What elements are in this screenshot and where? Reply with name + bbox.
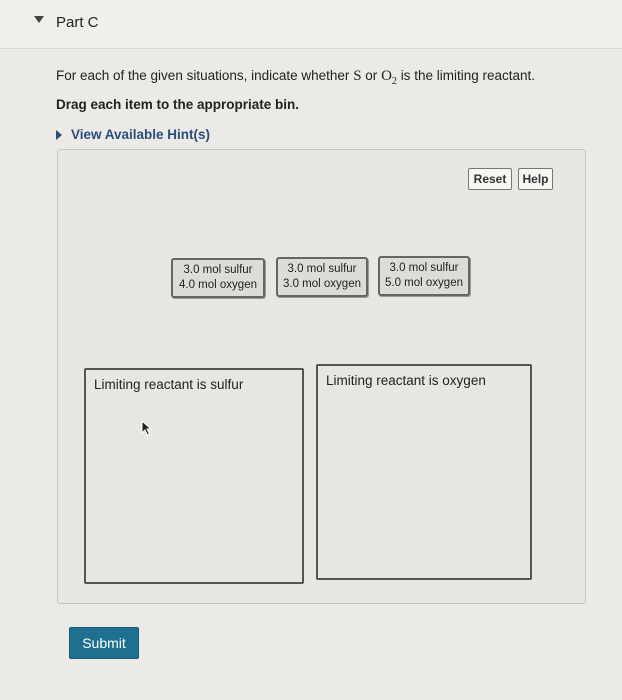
sulfur-symbol: S: [353, 68, 362, 84]
item-line-oxygen: 4.0 mol oxygen: [179, 279, 257, 291]
mouse-cursor-icon: [140, 420, 154, 436]
oxygen-symbol: [381, 68, 397, 87]
view-hints-link[interactable]: [56, 127, 210, 142]
part-title: Part C: [56, 14, 99, 31]
bin-label: Limiting reactant is sulfur: [94, 377, 244, 392]
hint-label: View Available Hint(s): [71, 127, 211, 142]
bin-label: Limiting reactant is oxygen: [326, 373, 486, 388]
bin-limiting-oxygen[interactable]: [316, 364, 532, 580]
draggable-item[interactable]: [276, 257, 368, 297]
instruction-suffix: is the limiting reactant.: [400, 68, 535, 83]
oxygen-letter: O: [381, 68, 392, 84]
drag-drop-workspace: [57, 149, 586, 604]
item-line-sulfur: 3.0 mol sulfur: [287, 263, 357, 275]
item-line-sulfur: 3.0 mol sulfur: [389, 262, 459, 274]
or-text: or: [365, 68, 378, 83]
help-button[interactable]: Help: [518, 168, 553, 190]
collapse-caret-icon[interactable]: [34, 16, 44, 23]
reset-button[interactable]: Reset: [468, 168, 512, 190]
submit-button[interactable]: Submit: [69, 627, 139, 659]
drag-instruction: Drag each item to the appropriate bin.: [56, 97, 300, 112]
instruction-prefix: For each of the given situations, indicate whether: [56, 68, 350, 83]
caret-right-icon: [56, 130, 62, 140]
part-header[interactable]: [0, 0, 622, 49]
draggable-item[interactable]: [378, 256, 470, 296]
oxygen-subscript: 2: [391, 76, 397, 87]
bin-limiting-sulfur[interactable]: [84, 368, 304, 584]
draggable-item[interactable]: [171, 258, 265, 298]
item-line-oxygen: 3.0 mol oxygen: [283, 278, 361, 290]
item-line-oxygen: 5.0 mol oxygen: [385, 277, 463, 289]
question-instruction: [56, 68, 535, 87]
item-line-sulfur: 3.0 mol sulfur: [183, 264, 253, 276]
